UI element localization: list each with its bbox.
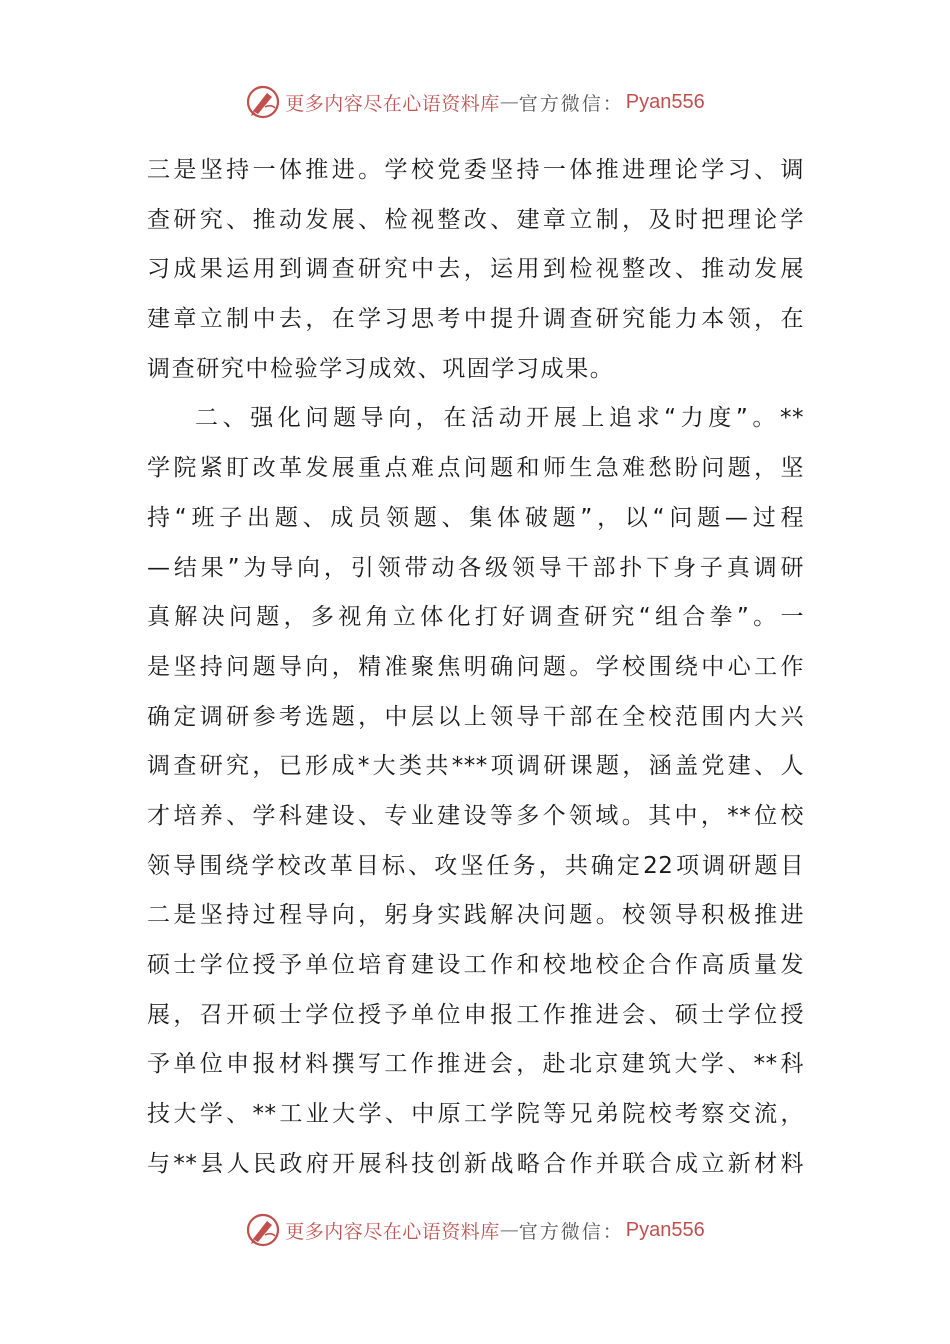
document-body — [147, 146, 804, 1189]
text-line: 习成果运用到调查研究中去，运用到检视整改、推动发展 — [147, 256, 804, 283]
text-line: 才培养、学科建设、专业建设等多个领域。其中，**位校 — [147, 802, 804, 829]
watermark-separator: — — [499, 91, 519, 113]
pen-logo-icon — [245, 84, 281, 120]
watermark-contact-label: 官方微信： — [518, 92, 624, 115]
watermark-wechat-id: Pyan556 — [625, 1218, 705, 1241]
text-line: 真解决问题，多视角立体化打好调查研究“组合拳”。一 — [147, 604, 804, 631]
text-line: 调查研究，已形成*大类共***项调研课题，涵盖党建、人 — [147, 753, 804, 780]
text-line: 调查研究中检验学习成效、巩固学习成果。 — [147, 355, 615, 382]
text-line: 展，召开硕士学位授予单位申报工作推进会、硕士学位授 — [147, 1001, 804, 1028]
text-line: 与**县人民政府开展科技创新战略合作并联合成立新材料 — [147, 1150, 804, 1177]
text-line: —结果”为导向，引领带动各级领导干部扑下身子真调研 — [147, 554, 804, 581]
text-line: 持“班子出题、成员领题、集体破题”，以“问题—过程 — [147, 504, 804, 531]
text-line: 予单位申报材料撰写工作推进会，赴北京建筑大学、**科 — [147, 1051, 804, 1078]
text-line: 硕士学位授予单位培育建设工作和校地校企合作高质量发 — [147, 952, 804, 978]
text-line: 领导围绕学校改革目标、攻坚任务，共确定22项调研题目 — [147, 852, 804, 879]
watermark-header — [0, 82, 950, 122]
text-line: 确定调研参考选题，中层以上领导干部在全校范围内大兴 — [147, 703, 804, 730]
watermark-slogan: 更多内容尽在心语资料库 — [285, 1220, 500, 1243]
watermark-wechat-id: Pyan556 — [625, 90, 705, 113]
text-line: 三是坚持一体推进。学校党委坚持一体推进理论学习、调 — [147, 157, 804, 183]
watermark-footer — [0, 1210, 950, 1250]
section-heading-line: 二、强化问题导向，在活动开展上追求“力度”。** — [195, 405, 804, 432]
pen-logo-icon — [245, 1212, 281, 1248]
text-line: 学院紧盯改革发展重点难点问题和师生急难愁盼问题，坚 — [147, 455, 804, 482]
watermark-slogan: 更多内容尽在心语资料库 — [285, 92, 500, 115]
text-line: 是坚持问题导向，精准聚焦明确问题。学校围绕中心工作 — [147, 653, 804, 680]
text-line: 建章立制中去，在学习思考中提升调查研究能力本领，在 — [147, 306, 804, 333]
watermark-separator: — — [499, 1219, 519, 1241]
watermark-contact-label: 官方微信： — [518, 1220, 624, 1243]
text-line: 查研究、推动发展、检视整改、建章立制，及时把理论学 — [147, 206, 804, 233]
text-line: 二是坚持过程导向，躬身实践解决问题。校领导积极推进 — [147, 902, 804, 929]
text-line: 技大学、**工业大学、中原工学院等兄弟院校考察交流， — [147, 1101, 804, 1128]
